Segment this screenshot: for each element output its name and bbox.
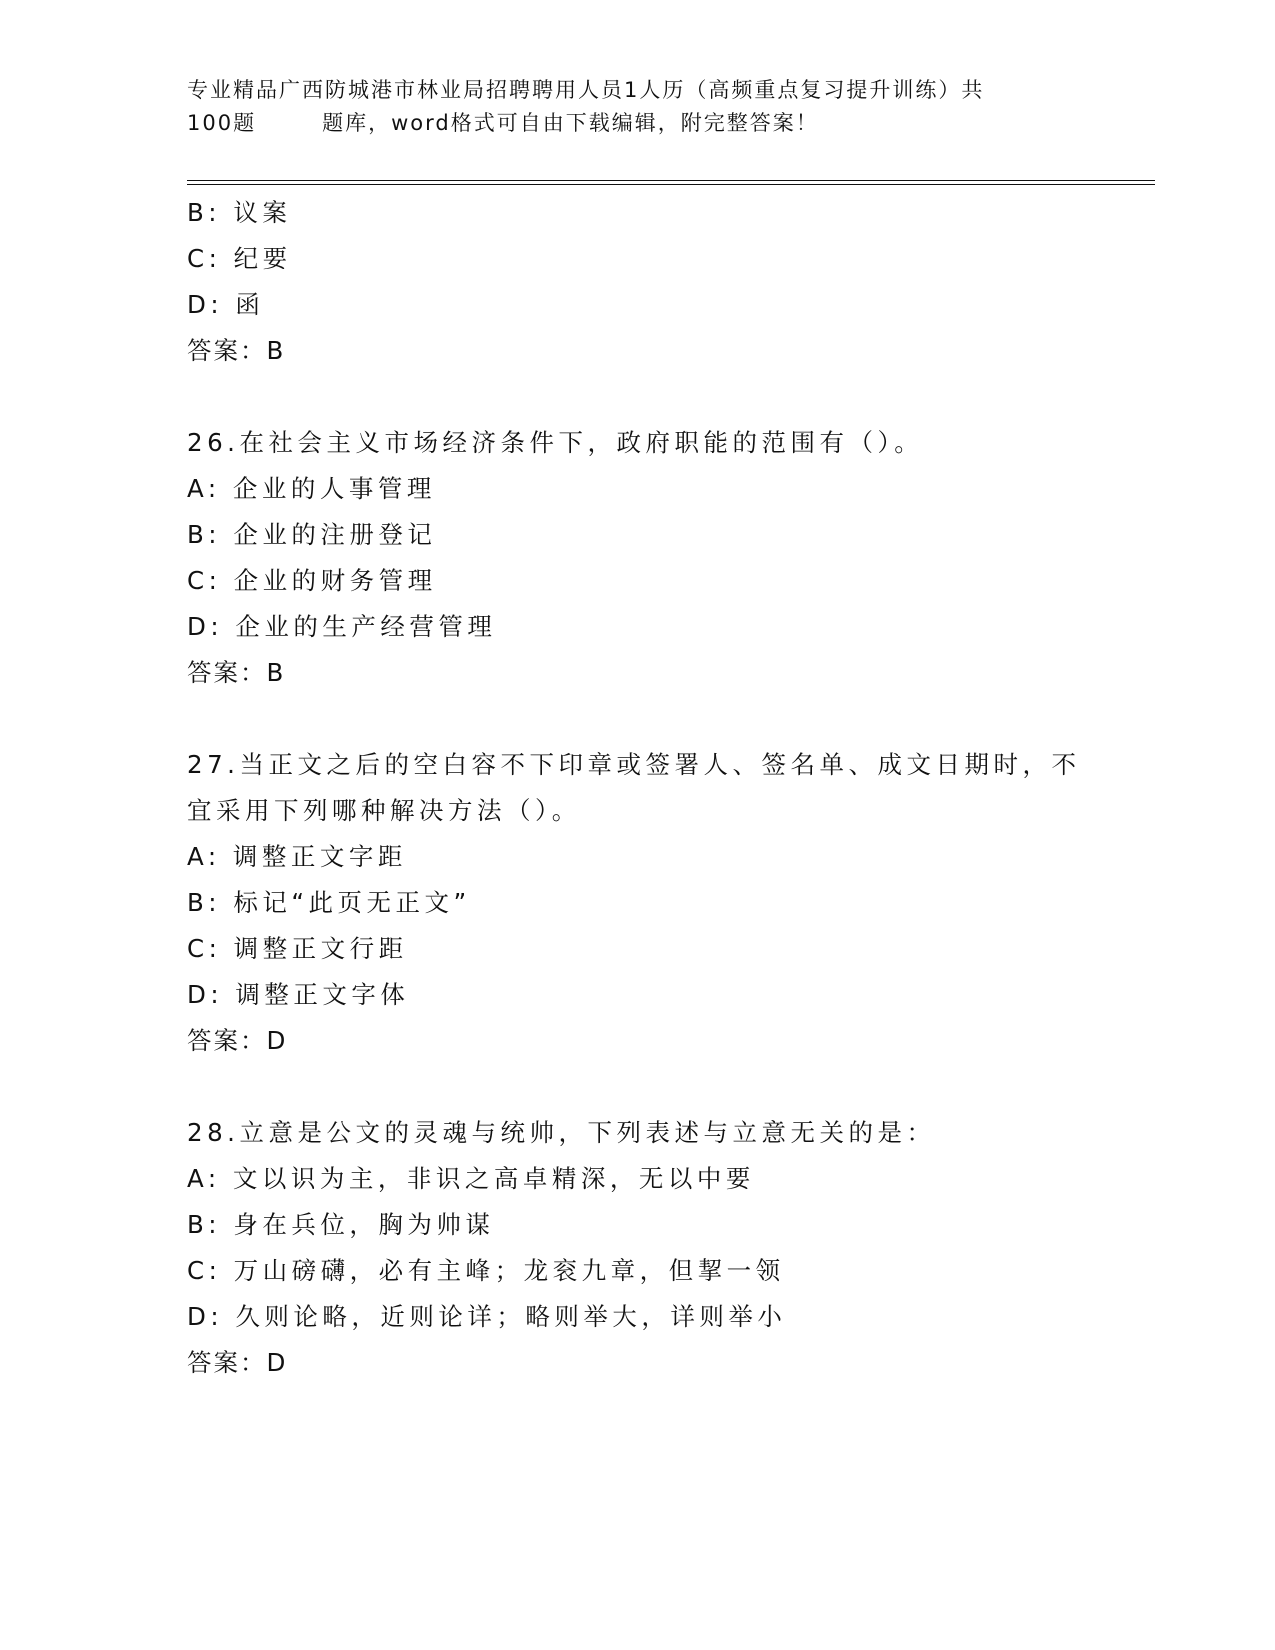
option-c: C: 万山磅礴，必有主峰；龙衮九章，但挈一领 xyxy=(187,1256,785,1285)
previous-question-continuation xyxy=(187,190,1137,374)
option-b: B: 标记“此页无正文” xyxy=(187,888,471,917)
option-c: C: 调整正文行距 xyxy=(187,934,408,963)
header-subtitle: 题库，word格式可自由下载编辑，附完整答案！ xyxy=(322,111,819,135)
answer-line: 答案：D xyxy=(187,1026,288,1055)
question-content xyxy=(187,190,1137,1386)
option-b: B: 企业的注册登记 xyxy=(187,520,437,549)
header-question-count: 100题 xyxy=(187,111,257,135)
page-header xyxy=(187,74,1087,140)
option-d: D: 企业的生产经营管理 xyxy=(187,612,497,641)
question-27 xyxy=(187,742,1137,1064)
answer-line: 答案：B xyxy=(187,658,286,687)
option-b: B: 议案 xyxy=(187,198,292,227)
option-d: D: 调整正文字体 xyxy=(187,980,410,1009)
question-spacer xyxy=(187,1064,1137,1110)
answer-line: 答案：B xyxy=(187,336,286,365)
option-d: D: 函 xyxy=(187,290,265,319)
question-28 xyxy=(187,1110,1137,1386)
option-c: C: 纪要 xyxy=(187,244,292,273)
option-d: D: 久则论略，近则论详；略则举大，详则举小 xyxy=(187,1302,787,1331)
question-stem: 26.在社会主义市场经济条件下，政府职能的范围有（）。 xyxy=(187,428,924,457)
question-stem-continued: 宜采用下列哪种解决方法（）。 xyxy=(187,796,581,825)
header-divider-bottom xyxy=(187,184,1155,185)
header-title-line-1: 专业精品广西防城港市林业局招聘聘用人员1人历（高频重点复习提升训练）共 xyxy=(187,78,985,102)
answer-line: 答案：D xyxy=(187,1348,288,1377)
option-a: A: 调整正文字距 xyxy=(187,842,407,871)
header-divider-top xyxy=(187,180,1155,181)
question-stem: 28.立意是公文的灵魂与统帅，下列表述与立意无关的是： xyxy=(187,1118,936,1147)
question-spacer xyxy=(187,696,1137,742)
question-stem: 27.当正文之后的空白容不下印章或签署人、签名单、成文日期时，不 xyxy=(187,750,1081,779)
header-title-line-2 xyxy=(187,107,1087,140)
option-a: A: 企业的人事管理 xyxy=(187,474,436,503)
option-a: A: 文以识为主，非识之高卓精深，无以中要 xyxy=(187,1164,755,1193)
option-b: B: 身在兵位，胸为帅谋 xyxy=(187,1210,495,1239)
option-c: C: 企业的财务管理 xyxy=(187,566,437,595)
question-spacer xyxy=(187,374,1137,420)
question-26 xyxy=(187,420,1137,696)
